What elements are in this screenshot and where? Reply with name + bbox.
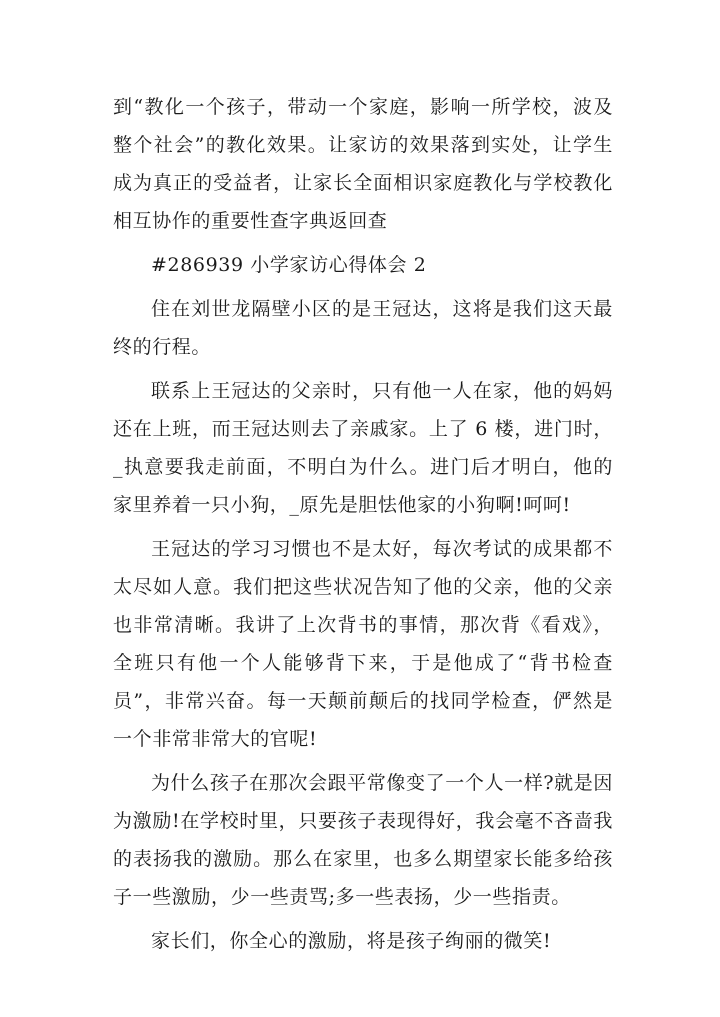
paragraph-continuation: 到“教化一个孩子，带动一个家庭，影响一所学校，波及整个社会”的教化效果。让家访的效果落到实处，让学生成为真正的受益者，让家长全面相识家庭教化与学校教化相互协作的重要性查字典返回查 bbox=[113, 96, 613, 232]
paragraph: 联系上王冠达的父亲时，只有他一人在家，他的妈妈还在上班，而王冠达则去了亲戚家。上了 6 楼，进门时，_执意要我走前面，不明白为什么。进门后才明白，他的家里养着一只小狗，_原先是胆怯他家的小狗啊!呵呵! bbox=[113, 380, 613, 516]
paragraph: 家长们，你全心的激励，将是孩子绚丽的微笑! bbox=[151, 930, 552, 952]
document-body bbox=[113, 88, 613, 966]
paragraph: 为什么孩子在那次会跟平常像变了一个人一样?就是因为激励!在学校时里，只要孩子表现得好，我会毫不吝啬我的表扬我的激励。那么在家里，也多么期望家长能多给孩子一些激励，少一些责骂;多一些表扬，少一些指责。 bbox=[113, 772, 613, 908]
paragraph: 住在刘世龙隔壁小区的是王冠达，这将是我们这天最终的行程。 bbox=[113, 298, 613, 358]
section-heading: #286939 小学家访心得体会 2 bbox=[151, 254, 427, 276]
paragraph: 王冠达的学习习惯也不是太好，每次考试的成果都不太尽如人意。我们把这些状况告知了他的父亲，他的父亲也非常清晰。我讲了上次背书的事情，那次背《看戏》，全班只有他一个人能够背下来，于是他成了“背书检查员”，非常兴奋。每一天颠前颠后的找同学检查，俨然是一个非常非常大的官呢! bbox=[113, 538, 613, 750]
